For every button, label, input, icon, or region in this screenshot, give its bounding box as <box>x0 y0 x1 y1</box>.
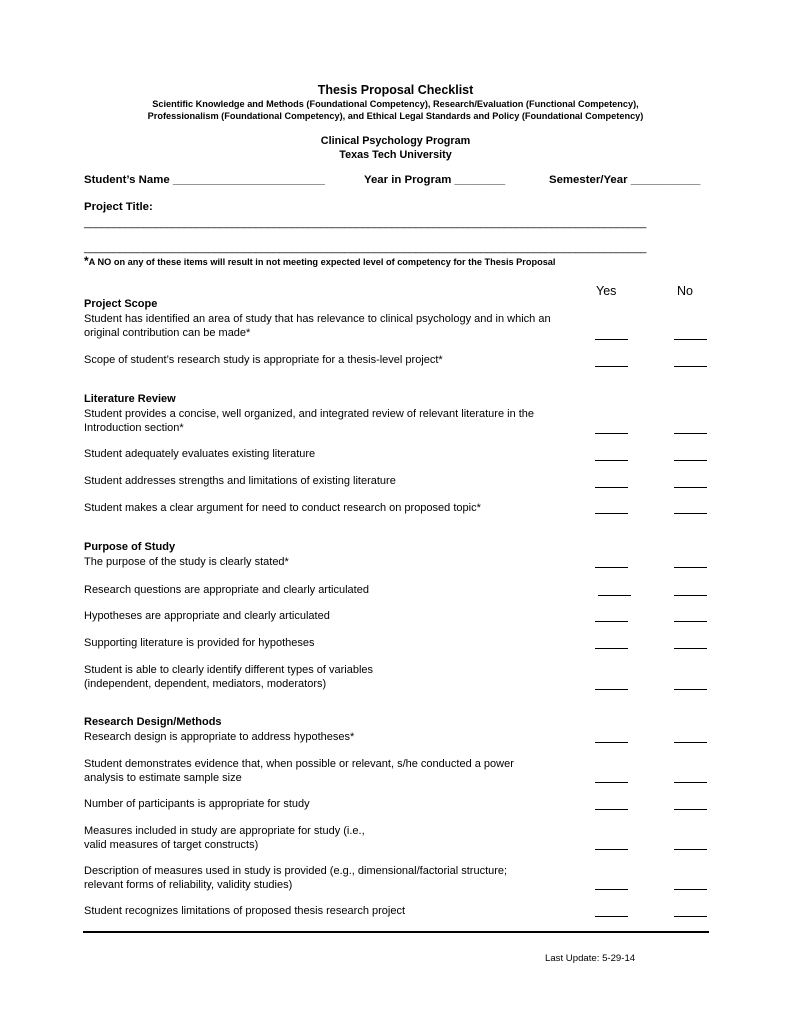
no-blank[interactable] <box>674 916 707 917</box>
note-star: * <box>84 254 89 268</box>
checklist-item: Research questions are appropriate and clearly articulated <box>84 584 369 596</box>
no-blank[interactable] <box>674 782 707 783</box>
no-blank[interactable] <box>674 567 707 568</box>
program-name: Clinical Psychology Program <box>320 135 471 147</box>
project-title-line-1[interactable]: _______________________________________________________________________________________________ <box>84 217 647 229</box>
yes-blank[interactable] <box>595 689 628 690</box>
yes-blank[interactable] <box>598 595 631 596</box>
document-title: Thesis Proposal Checklist <box>317 83 474 97</box>
competency-line-2: Professionalism (Foundational Competency), and Ethical Legal Standards and Policy (Foundational Competency) <box>147 111 644 121</box>
semester-year-field[interactable]: Semester/Year ___________ <box>549 174 701 186</box>
no-column-header: No <box>677 284 693 298</box>
checklist-item: Supporting literature is provided for hypotheses <box>84 637 315 649</box>
no-blank[interactable] <box>674 889 707 890</box>
checklist-item: Student provides a concise, well organized, and integrated review of relevant literature in the Introduction section* <box>84 408 535 434</box>
no-blank[interactable] <box>674 460 707 461</box>
checklist-item: Research design is appropriate to address hypotheses* <box>84 731 355 743</box>
no-blank[interactable] <box>674 595 707 596</box>
yes-blank[interactable] <box>595 782 628 783</box>
checklist-item: Description of measures used in study is provided (e.g., dimensional/factorial structure; relevant forms of reliability, validity studies) <box>84 865 508 891</box>
no-blank[interactable] <box>674 487 707 488</box>
university-name: Texas Tech University <box>339 149 452 161</box>
note-text: A NO on any of these items will result in not meeting expected level of competency for the Thesis Proposal <box>88 257 556 267</box>
checklist-item: Hypotheses are appropriate and clearly articulated <box>84 610 330 622</box>
yes-blank[interactable] <box>595 916 628 917</box>
section-heading-research-design: Research Design/Methods <box>84 716 222 728</box>
yes-blank[interactable] <box>595 567 628 568</box>
no-blank[interactable] <box>674 366 707 367</box>
no-blank[interactable] <box>674 849 707 850</box>
section-heading-purpose-of-study: Purpose of Study <box>84 541 176 553</box>
no-blank[interactable] <box>674 689 707 690</box>
checklist-item: Student addresses strengths and limitations of existing literature <box>84 475 396 487</box>
checklist-item: Student makes a clear argument for need to conduct research on proposed topic* <box>84 502 481 514</box>
yes-blank[interactable] <box>595 809 628 810</box>
checklist-item: Student adequately evaluates existing literature <box>84 448 316 460</box>
yes-blank[interactable] <box>595 513 628 514</box>
section-heading-project-scope: Project Scope <box>84 298 158 310</box>
yes-column-header: Yes <box>596 284 617 298</box>
checklist-item: Measures included in study are appropriate for study (i.e., valid measures of target constructs) <box>84 825 365 851</box>
yes-blank[interactable] <box>595 648 628 649</box>
yes-blank[interactable] <box>595 849 628 850</box>
yes-blank[interactable] <box>595 487 628 488</box>
no-blank[interactable] <box>674 513 707 514</box>
project-title-line-2[interactable]: _______________________________________________________________________________________________ <box>84 242 647 254</box>
yes-blank[interactable] <box>595 742 628 743</box>
year-in-program-field[interactable]: Year in Program ________ <box>364 174 506 186</box>
checklist-item: Student has identified an area of study that has relevance to clinical psychology and in which an original contribution can be made* <box>84 313 551 339</box>
no-blank[interactable] <box>674 742 707 743</box>
no-blank[interactable] <box>674 433 707 434</box>
checklist-item: Number of participants is appropriate for study <box>84 798 310 810</box>
yes-blank[interactable] <box>595 433 628 434</box>
yes-blank[interactable] <box>595 339 628 340</box>
last-update: Last Update: 5-29-14 <box>545 953 636 964</box>
checklist-item: Student recognizes limitations of proposed thesis research project <box>84 905 406 917</box>
bottom-rule <box>83 931 709 933</box>
project-title-label: Project Title: <box>84 201 153 213</box>
yes-blank[interactable] <box>595 889 628 890</box>
yes-blank[interactable] <box>595 621 628 622</box>
no-blank[interactable] <box>674 648 707 649</box>
checklist-item: Scope of student’s research study is appropriate for a thesis-level project* <box>84 354 443 366</box>
no-blank[interactable] <box>674 339 707 340</box>
no-blank[interactable] <box>674 621 707 622</box>
no-blank[interactable] <box>674 809 707 810</box>
yes-blank[interactable] <box>595 366 628 367</box>
student-name-field[interactable]: Student’s Name ________________________ <box>84 174 325 186</box>
competency-line-1: Scientific Knowledge and Methods (Foundational Competency), Research/Evaluation (Functional Competency), <box>152 99 639 109</box>
yes-blank[interactable] <box>595 460 628 461</box>
checklist-item: Student is able to clearly identify different types of variables (independent, dependent, mediators, moderators) <box>84 664 374 690</box>
competency-note <box>84 254 555 268</box>
checklist-item: Student demonstrates evidence that, when possible or relevant, s/he conducted a power analysis to estimate sample size <box>84 758 514 784</box>
checklist-item: The purpose of the study is clearly stated* <box>84 556 289 568</box>
section-heading-literature-review: Literature Review <box>84 393 176 405</box>
